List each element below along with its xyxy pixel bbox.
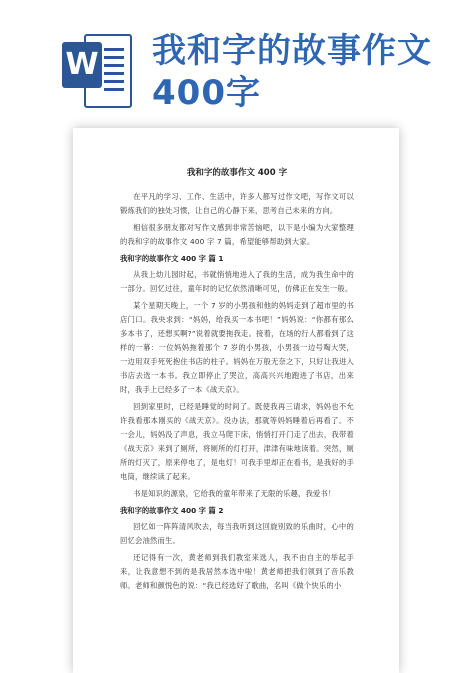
- document-body: [120, 190, 354, 593]
- body-paragraph: 回忆如一阵阵清风吹去，每当我听到这回旋别致的乐曲时，心中的回忆会油然而生。: [120, 522, 354, 545]
- body-paragraph: 在平凡的学习、工作、生活中，许多人都写过作文吧，写作文可以锻炼我们的独处习惯，让自己的心静下来，思考自己未来的方向。: [120, 192, 354, 215]
- banner-title-line2: 400字: [152, 73, 261, 113]
- word-logo-badge: W: [62, 42, 102, 88]
- document-content: [120, 166, 354, 596]
- body-paragraph: 相信很多朋友都对写作文感到非常苦恼吧，以下是小编为大家整理的我和字的故事作文 400 字 7 篇，希望能够帮助到大家。: [120, 223, 354, 246]
- body-paragraph: 回到家里时，已经是睡觉的时间了。既使我再三请求，妈妈也不允许我看那本刚买的《战天京》。没办法，那就等妈妈睡着后再看了。不一会儿，妈妈没了声息，我立马爬下床，悄悄打开门走了出去，我带着《战天京》来到了厕所，将厕所的灯打开，津津有味地读着。突然，厕所的灯灭了，原来停电了，是电灯！可我手里却正在看书，是我好的手电筒，继续读了起来。: [120, 402, 354, 481]
- banner-title: [152, 30, 452, 114]
- document-title: 我和字的故事作文 400 字: [186, 168, 288, 178]
- body-paragraph: 从我上幼儿园时起，书就悄悄地进入了我的生活，成为我生命中的一部分。回忆过往，童年时的记忆依然清晰可见，仿佛正在发生一般。: [120, 270, 354, 293]
- body-paragraph: 某个星期天晚上，一个 7 岁的小男孩和他的妈妈走到了超市里的书店门口。我央求到：“妈妈，给我买一本书吧！”妈妈说：“你都有那么多本书了，还想买啊?”说着就要拖我走。接着，在场的行人都看到了这样的一幕：一位妈妈拖着那个 7 岁的小男孩，小男孩一边号啕大哭，一边用双手死死抱住书店的柱子。妈妈在万般无奈之下，只好让我进入书店去选一本书。我立即停止了哭泣，高高兴兴地跑进了书店，出来时，我手上已经多了一本《战天京》。: [120, 301, 354, 394]
- section-heading: 我和字的故事作文 400 字 篇 1: [120, 254, 224, 263]
- word-icon: [62, 30, 130, 108]
- body-paragraph: 还记得有一次，黄老师到我们教室来选人，我不由自主的举起手来，让我意想不到的是我居然本选中啦！黄老师把我们领到了音乐教师。老师和颜悦色的说：“我已经选好了歌曲，名叫《做个快乐的小: [120, 553, 354, 590]
- body-paragraph: 书是知识的源泉，它给我的童年带来了无限的乐趣，我爱书！: [133, 489, 336, 498]
- banner-title-line1: 我和字的故事作文: [152, 31, 432, 71]
- document-page: [73, 128, 399, 673]
- header-banner: [0, 0, 474, 130]
- section-heading: 我和字的故事作文 400 字 篇 2: [120, 506, 224, 515]
